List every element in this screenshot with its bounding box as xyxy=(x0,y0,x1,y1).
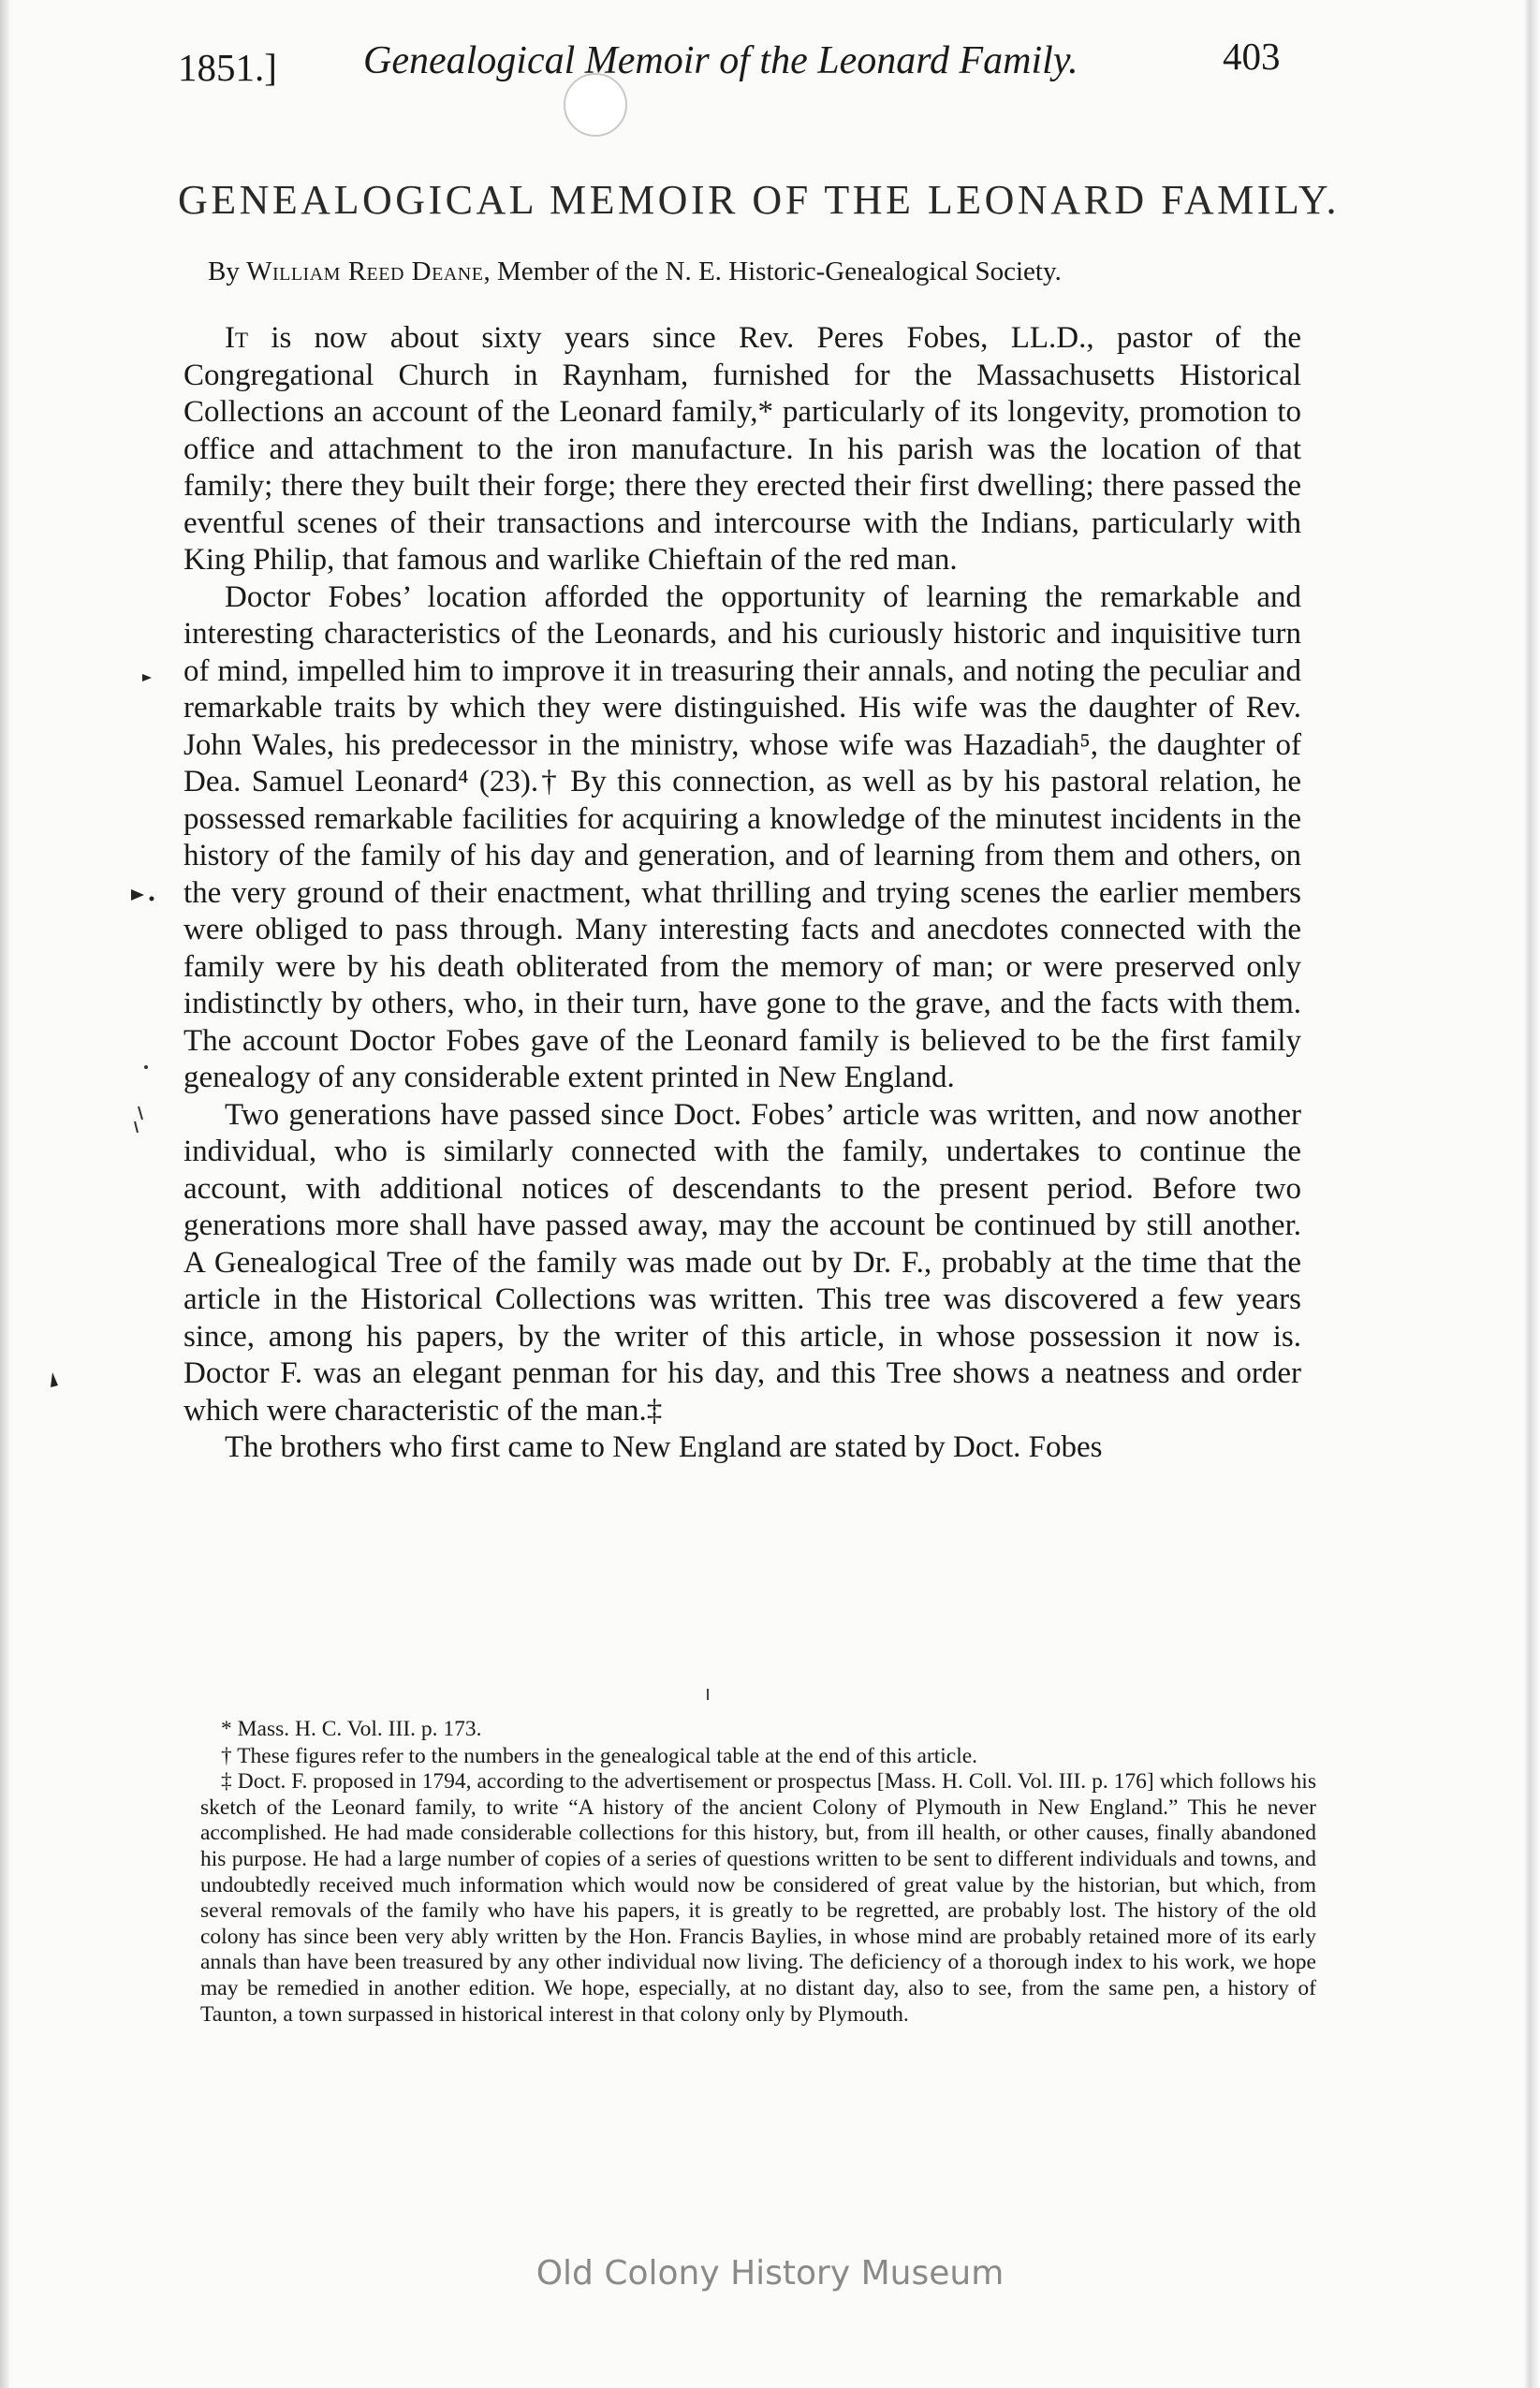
paragraph-text: is now about sixty years since Rev. Peres Fobes, LL.D., pastor of the Congregational Church in Raynham, furnished for the Massachusetts Historical Collections an account of the Leonard family,* particularly of its longevity, promotion to office and attachment to the iron manufacture. In his parish was the location of that family; there they built their forge; there they erected their first dwelling; there passed the eventful scenes of their transactions and intercourse with the Indians, particularly with King Philip, that famous and warlike Chieftain of the red man. xyxy=(183,321,1301,577)
running-head-title: Genealogical Memoir of the Leonard Family. xyxy=(363,39,1078,82)
paragraph-text: The brothers who first came to New England are stated by Doct. Fobes xyxy=(225,1430,1103,1464)
watermark: Old Colony History Museum xyxy=(535,2254,1005,2293)
margin-mark xyxy=(131,889,144,901)
byline-prefix: By xyxy=(208,256,247,286)
running-head-year: 1851.] xyxy=(178,46,277,89)
footnote-2: † These figures refer to the numbers in the genealogical table at the end of this article. xyxy=(221,1743,978,1768)
margin-mark xyxy=(144,1065,148,1069)
margin-mark xyxy=(135,1121,138,1133)
margin-mark xyxy=(51,1372,58,1387)
byline-affiliation: , Member of the N. E. Historic-Genealogical Society. xyxy=(483,256,1062,286)
footnote-1: * Mass. H. C. Vol. III. p. 173. xyxy=(221,1717,482,1741)
margin-mark xyxy=(150,897,154,901)
paragraph-text: Doctor Fobes’ location afforded the opportunity of learning the remarkable and interesting characteristics of the Leonards, and his curiously historic and inquisitive turn of mind, impelled him to improve it in treasuring their annals, and noting the peculiar and remarkable traits by which they were distinguished. His wife was the daughter of Rev. John Wales, his predecessor in the ministry, whose wife was Hazadiah⁵, the daughter of Dea. Samuel Leonard⁴ (23).† By this connection, as well as by his pastoral relation, he possessed remarkable facilities for acquiring a knowledge of the minutest incidents in the history of the family of his day and generation, and of learning from them and others, on the very ground of their enactment, what thrilling and trying scenes the earlier members were obliged to pass through. Many interesting facts and anecdotes connected with the family were by his death obliterated from the memory of man; or were preserved only indistinctly by others, who, in their turn, have gone to the grave, and the facts with them. The account Doctor Fobes gave of the Leonard family is believed to be the first family genealogy of any considerable extent printed in New England. xyxy=(183,579,1301,1094)
byline-author: William Reed Deane xyxy=(246,256,484,286)
footnote-3: ‡ Doct. F. proposed in 1794, according to the advertisement or prospectus [Mass. H. Coll. Vol. III. p. 176] which follows his sketch of the Leonard family, to write “A history of the ancient Colony of Plymouth in New England.” This he never accomplished. He had made considerable collections for this history, but, from ill health, or other causes, finally abandoned his purpose. He had a large number of copies of a series of questions written to be sent to different individuals and towns, and undoubtedly received much information which would now be considered of great value by the historian, but which, from several removals of the family who have his papers, it is greatly to be regretted, are probably lost. The history of the old colony has since been very ably written by the Hon. Francis Baylies, in whose mind are probably retained more of its early annals than have been treasured by any other individual now living. The deficiency of a thorough index to his work, we hope may be remedied in another edition. We hope, especially, at no distant day, also to see, from the same pen, a history of Taunton, a town surpassed in historical interest in that colony only by Plymouth. xyxy=(200,1769,1316,2027)
paragraph-lead: It xyxy=(225,321,249,355)
margin-mark xyxy=(142,674,152,681)
article-title: GENEALOGICAL MEMOIR OF THE LEONARD FAMILY. xyxy=(178,177,1340,223)
margin-mark xyxy=(139,1106,142,1120)
page-number: 403 xyxy=(1223,35,1281,78)
paragraph-text: Two generations have passed since Doct. Fobes’ article was written, and now another individual, who is similarly connected with the family, undertakes to continue the account, with additional notices of descendants to the present period. Before two generations more shall have passed away, may the account be continued by still another. A Genealogical Tree of the family was made out by Dr. F., probably at the time that the article in the Historical Collections was written. This tree was discovered a few years since, among his papers, by the writer of this article, in whose possession it now is. Doctor F. was an elegant penman for his day, and this Tree shows a neatness and order which were characteristic of the man.‡ xyxy=(183,1097,1301,1428)
